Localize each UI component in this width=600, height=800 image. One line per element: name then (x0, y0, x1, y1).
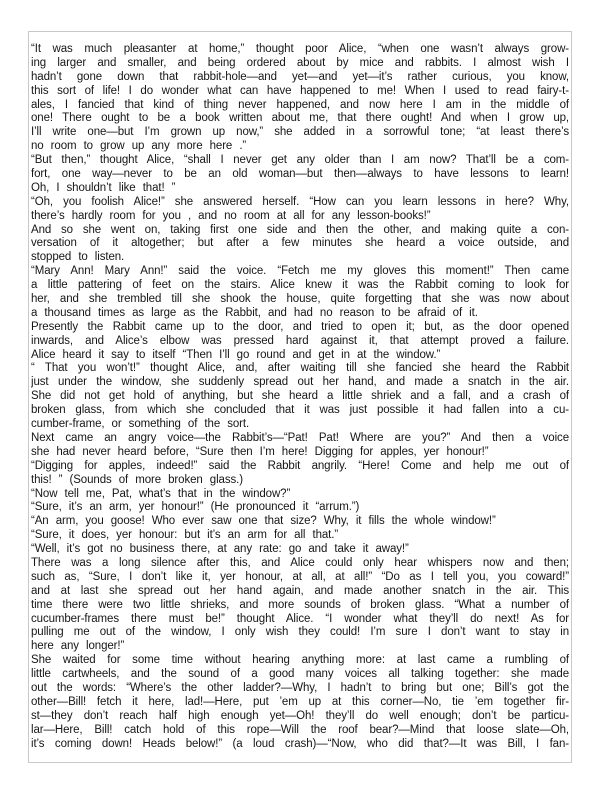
text-line: “Oh, you foolish Alice!” she answered herself. “How can you learn lessons in here? Why, (31, 195, 569, 208)
text-line: “An arm, you goose! Who ever saw one that size? Why, it fills the whole window!” (31, 515, 496, 528)
text-line: little cartwheels, and the sound of a good many voices all talking together: she made (31, 668, 569, 681)
text-line: time there were two little shrieks, and more sounds of broken glass. “What a number of (31, 598, 569, 611)
text-line: “Sure, it’s an arm, yer honour!” (He pronounced it “arrum.”) (31, 501, 360, 514)
text-line: inwards, and Alice’s elbow was pressed hard against it, that attempt proved a failure. (31, 334, 569, 347)
text-line: a thousand times as large as the Rabbit, and had no reason to be afraid of it. (31, 306, 478, 319)
text-line: pulling me out of the window, I only wish they could! I’m sure I don’t want to stay in (31, 626, 569, 639)
text-line: “ That you won’t!” thought Alice, and, after waiting till she fancied she heard the Rabbit (31, 362, 569, 375)
text-line: fort, one way—never to be an old woman—but then—always to have lessons to learn! (31, 168, 569, 181)
text-line: one! There ought to be a book written about me, that there ought! And when I grow up, (31, 112, 569, 125)
text-line: And so she went on, taking first one side and then the other, and making quite a con- (31, 223, 569, 236)
text-line: she had never heard before, “Sure then I’m here! Digging for apples, yer honour!” (31, 445, 489, 458)
text-line: st—they don’t reach half high enough yet—Oh! they’ll do well enough; don’t be particu- (31, 709, 569, 722)
text-line: “Now tell me, Pat, what’s that in the window?” (31, 487, 291, 500)
text-line: “Sure, it does, yer honour: but it’s an arm for all that.” (31, 529, 339, 542)
text-line: and at last she spread out her hand again, and made another snatch in the air. This (31, 584, 569, 597)
text-line: Oh, I shouldn’t like that! ” (31, 181, 176, 194)
text-line: ing larger and smaller, and being ordered about by mice and rabbits. I almost wish I (31, 56, 569, 69)
text-line: There was a long silence after this, and Alice could only hear whispers now and then; (31, 556, 569, 569)
text-line: cumber-frame, or something of the sort. (31, 418, 250, 431)
text-line: it’s coming down! Heads below!” (a loud crash)—“Now, who did that?—It was Bill, I fan- (31, 737, 569, 750)
text-line: ales, I fancied that kind of thing never happened, and now here I am in the middle of (31, 98, 569, 111)
text-line: other—Bill! fetch it here, lad!—Here, put ’em up at this corner—No, tie ’em together fir- (31, 695, 569, 708)
text-line: just under the window, she suddenly spread out her hand, and made a snatch in the air. (31, 376, 569, 389)
text-line: a little pattering of feet on the stairs. Alice knew it was the Rabbit coming to look for (31, 279, 569, 292)
text-line: Alice heard it say to itself “Then I’ll go round and get in at the window.” (31, 348, 441, 361)
text-line: hadn’t gone down that rabbit-hole—and yet—and yet—it’s rather curious, you know, (31, 70, 569, 83)
text-line: this! ” (Sounds of more broken glass.) (31, 473, 243, 486)
text-line: “It was much pleasanter at home,” thought poor Alice, “when one wasn’t always grow- (31, 43, 569, 55)
text-line: She did not get hold of anything, but she heard a little shriek and a fall, and a crash of (31, 390, 569, 403)
text-line: Presently the Rabbit came up to the door, and tried to open it; but, as the door opened (31, 320, 569, 333)
text-line: versation of it altogether; but after a few minutes she heard a voice outside, and (31, 237, 569, 250)
text-frame (28, 31, 572, 763)
text-line: such as, “Sure, I don’t like it, yer honour, at all, at all!” “Do as I tell you, you coward!” (31, 570, 569, 583)
text-line: “Digging for apples, indeed!” said the Rabbit angrily. “Here! Come and help me out of (31, 459, 569, 472)
text-line: lar—Here, Bill! catch hold of this rope—Will the roof bear?—Mind that loose slate—Oh, (31, 723, 569, 736)
text-line: “But then,” thought Alice, “shall I never get any older than I am now? That’ll be a com- (31, 154, 569, 167)
text-line: here any longer!” (31, 640, 125, 653)
text-line: this sort of life! I do wonder what can have happened to me! When I used to read fairy-t- (31, 84, 569, 97)
text-line: Next came an angry voice—the Rabbit’s—“Pat! Pat! Where are you?” And then a voice (31, 431, 569, 444)
text-line: stopped to listen. (31, 251, 125, 264)
text-line: there’s hardly room for you , and no room at all for any lesson-books!” (31, 209, 431, 222)
text-line: I’ll write one—but I’m grown up now,” she added in a sorrowful tone; “at least there’s (31, 126, 569, 139)
text-line: no room to grow up any more here .” (31, 140, 247, 153)
text-line: “Well, it’s got no business there, at any rate: go and take it away!” (31, 543, 409, 556)
text-line: out the words: “Where’s the other ladder?—Why, I hadn’t to bring but one; Bill’s got the (31, 681, 569, 694)
text-line: broken glass, from which she concluded that it was just possible it had fallen into a cu- (31, 404, 569, 417)
text-line: She waited for some time without hearing anything more: at last came a rumbling of (31, 654, 569, 667)
text-line: her, and she trembled till she shook the house, quite forgetting that she was now about (31, 293, 569, 306)
text-line: “Mary Ann! Mary Ann!” said the voice. “Fetch me my gloves this moment!” Then came (31, 265, 569, 278)
text-line: cucumber-frames there must be!” thought Alice. “I wonder what they’ll do next! As for (31, 612, 569, 625)
